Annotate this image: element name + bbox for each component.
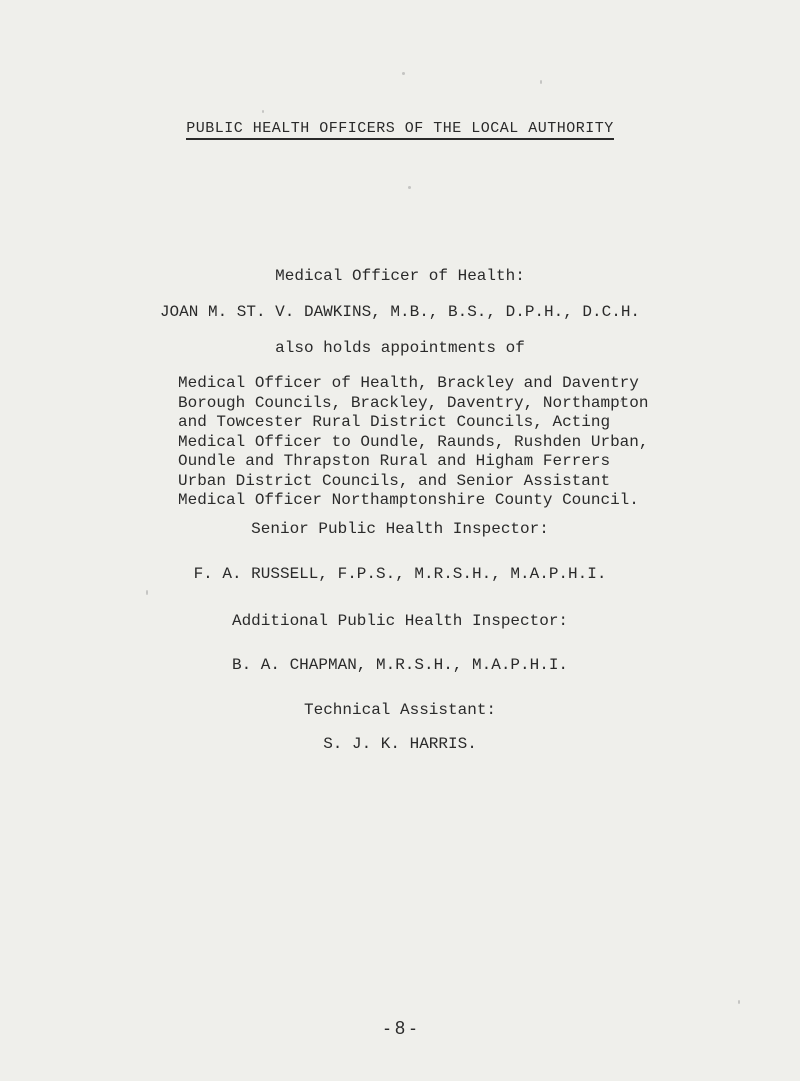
page-heading — [0, 120, 800, 137]
appointment-line: Medical Officer to Oundle, Raunds, Rushden Urban, — [178, 432, 649, 451]
senior-inspector-name: F. A. RUSSELL, F.P.S., M.R.S.H., M.A.P.H.I. — [193, 565, 607, 583]
appointment-line: Medical Officer Northamptonshire County Council. — [178, 491, 639, 509]
moh-also-holds: also holds appointments of — [275, 339, 525, 357]
page-heading-text: PUBLIC HEALTH OFFICERS OF THE LOCAL AUTHORITY — [186, 120, 614, 140]
scan-speck — [402, 72, 405, 75]
senior-inspector-title: Senior Public Health Inspector: — [251, 520, 549, 538]
appointment-line: Medical Officer of Health, Brackley and Daventry — [178, 374, 639, 392]
moh-title: Medical Officer of Health: — [275, 267, 525, 285]
scan-speck — [408, 186, 411, 189]
moh-name: JOAN M. ST. V. DAWKINS, M.B., B.S., D.P.H., D.C.H. — [159, 303, 641, 321]
appointment-line: and Towcester Rural District Councils, Acting — [178, 413, 611, 431]
scan-speck — [262, 110, 264, 113]
additional-inspector-name: B. A. CHAPMAN, M.R.S.H., M.A.P.H.I. — [231, 656, 569, 674]
scan-speck — [738, 1000, 740, 1004]
technical-assistant-title: Technical Assistant: — [303, 701, 497, 719]
scan-speck — [540, 80, 542, 84]
moh-appointments — [178, 374, 738, 511]
appointment-line: Oundle and Thrapston Rural and Higham Ferrers — [178, 452, 611, 470]
additional-inspector-title: Additional Public Health Inspector: — [231, 612, 569, 630]
page-number: - 8 - — [383, 1018, 416, 1038]
appointment-line: Borough Councils, Brackley, Daventry, Northampton — [178, 393, 649, 412]
technical-assistant-name: S. J. K. HARRIS. — [323, 735, 477, 753]
scan-speck — [146, 590, 148, 595]
appointment-line: Urban District Councils, and Senior Assistant — [178, 471, 611, 490]
